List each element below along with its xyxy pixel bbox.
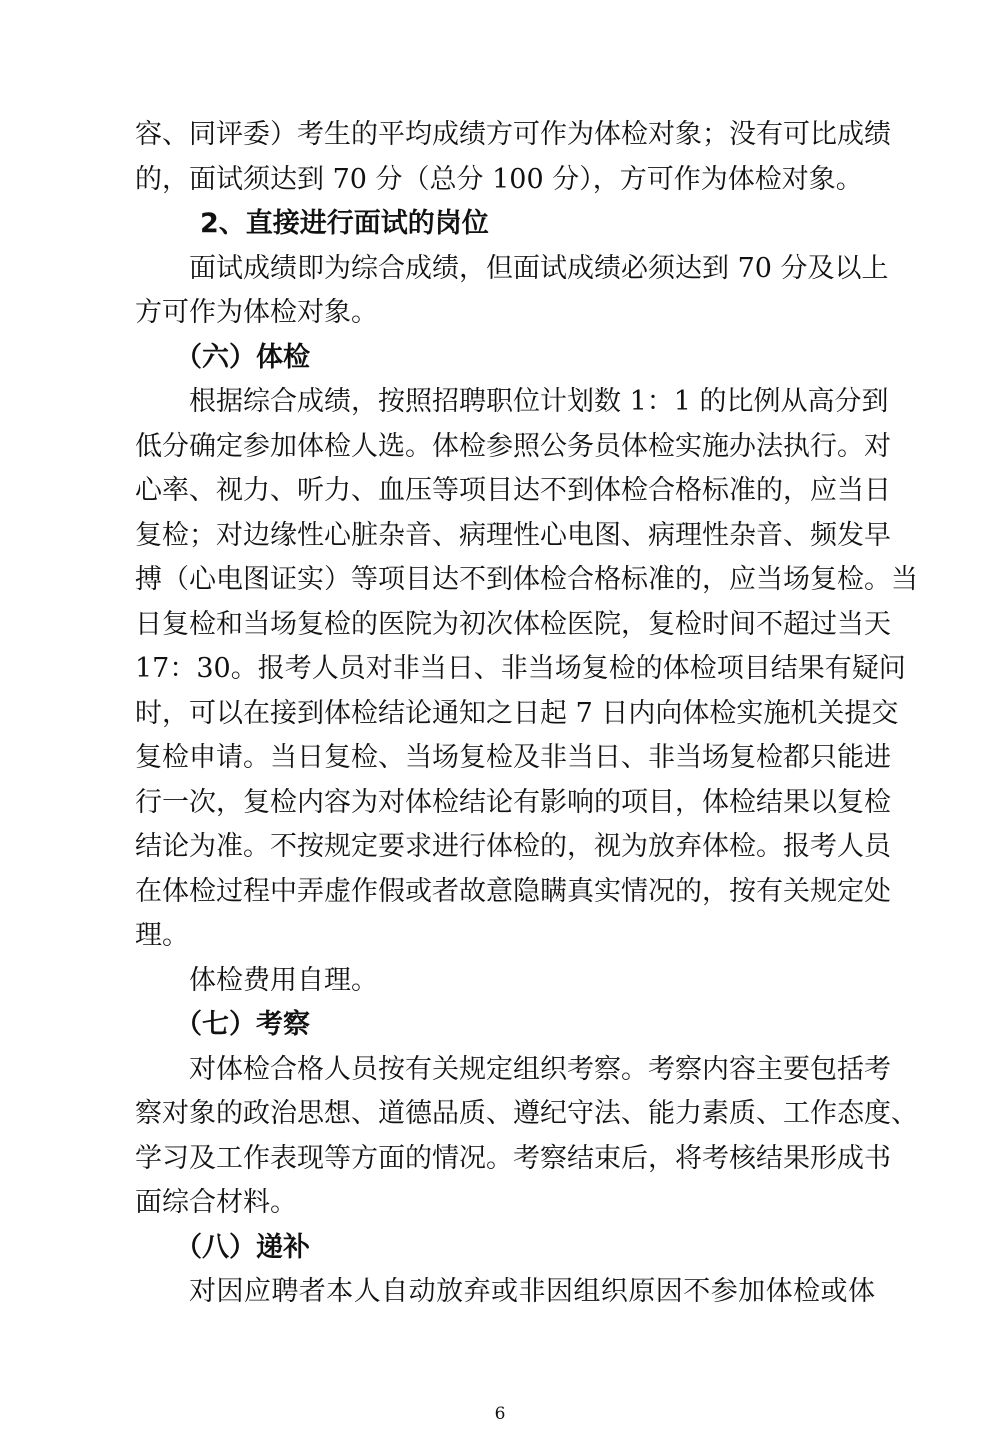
body-text-line: 对体检合格人员按有关规定组织考察。考察内容主要包括考: [189, 1054, 891, 1085]
page-number: 6: [494, 1404, 506, 1424]
body-text-line: 复检；对边缘性心脏杂音、病理性心电图、病理性杂音、频发早: [135, 520, 891, 551]
body-text-line: 心率、视力、听力、血压等项目达不到体检合格标准的，应当日: [135, 475, 891, 506]
section-heading: （六）体检: [175, 342, 310, 373]
body-text-line: 在体检过程中弄虚作假或者故意隐瞒真实情况的，按有关规定处: [135, 876, 891, 907]
body-text-line: 行一次，复检内容为对体检结论有影响的项目，体检结果以复检: [135, 787, 891, 818]
body-text-line: 低分确定参加体检人选。体检参照公务员体检实施办法执行。对: [135, 431, 891, 462]
body-text-line: 对因应聘者本人自动放弃或非因组织原因不参加体检或体: [189, 1276, 875, 1307]
body-text-line: 搏（心电图证实）等项目达不到体检合格标准的，应当场复检。当: [135, 564, 918, 595]
body-text-line: 的，面试须达到 70 分（总分 100 分），方可作为体检对象。: [135, 164, 863, 195]
section-heading: 2、直接进行面试的岗位: [200, 208, 489, 239]
body-text-line: 容、同评委）考生的平均成绩方可作为体检对象；没有可比成绩: [135, 119, 891, 150]
body-text-line: 时，可以在接到体检结论通知之日起 7 日内向体检实施机关提交: [135, 698, 899, 729]
section-heading: （七）考察: [175, 1009, 310, 1040]
section-heading: （八）递补: [175, 1232, 310, 1263]
body-text-line: 面综合材料。: [135, 1187, 297, 1218]
body-text-line: 察对象的政治思想、道德品质、遵纪守法、能力素质、工作态度、: [135, 1098, 918, 1129]
body-text-line: 体检费用自理。: [189, 965, 378, 996]
body-text-line: 学习及工作表现等方面的情况。考察结束后，将考核结果形成书: [135, 1143, 891, 1174]
body-text-line: 日复检和当场复检的医院为初次体检医院，复检时间不超过当天: [135, 609, 891, 640]
body-text-line: 根据综合成绩，按照招聘职位计划数 1：1 的比例从高分到: [189, 386, 889, 417]
body-text-line: 方可作为体检对象。: [135, 297, 378, 328]
body-text-line: 面试成绩即为综合成绩，但面试成绩必须达到 70 分及以上: [189, 253, 889, 284]
body-text-line: 17：30。报考人员对非当日、非当场复检的体检项目结果有疑问: [135, 653, 906, 684]
body-text-line: 理。: [135, 920, 189, 951]
body-text-line: 复检申请。当日复检、当场复检及非当日、非当场复检都只能进: [135, 742, 891, 773]
body-text-line: 结论为准。不按规定要求进行体检的，视为放弃体检。报考人员: [135, 831, 891, 862]
